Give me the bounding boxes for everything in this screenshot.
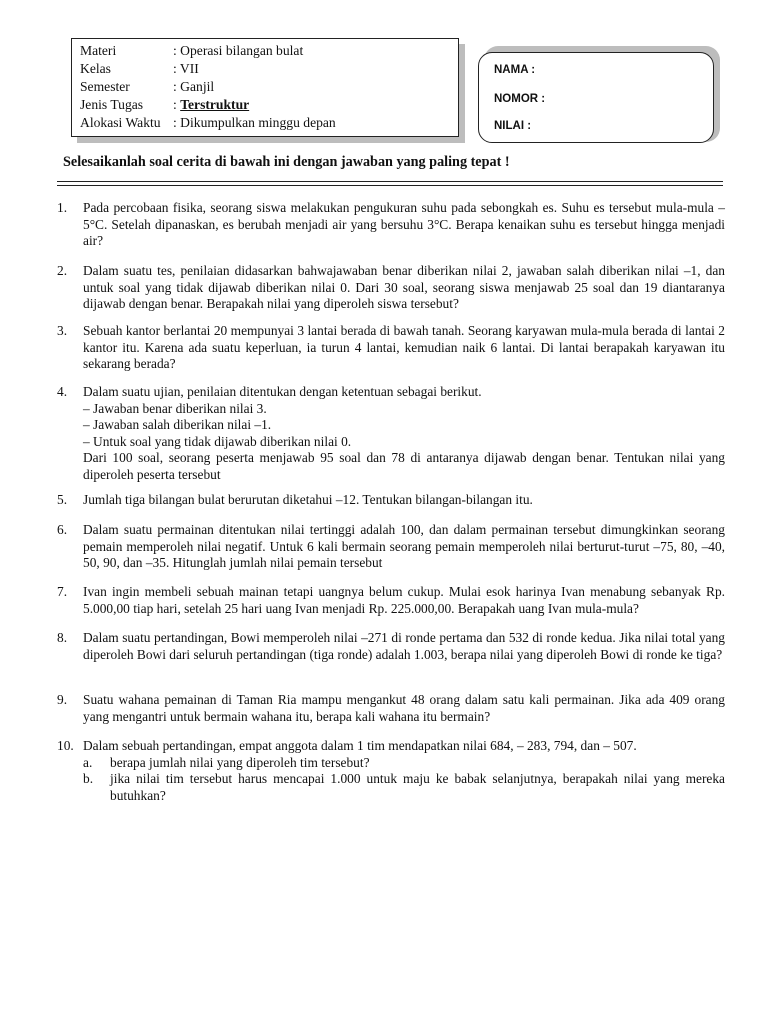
sub-question-label: a. [83, 754, 93, 770]
info-value: : VII [173, 61, 199, 76]
info-value-prefix: : [173, 97, 181, 112]
question-rule-item: – Jawaban benar diberikan nilai 3. [83, 400, 267, 416]
question-4 [57, 384, 725, 484]
question-text: Dalam suatu ujian, penilaian ditentukan dengan ketentuan sebagai berikut. [83, 384, 482, 399]
question-text: Dalam sebuah pertandingan, empat anggota dalam 1 tim mendapatkan nilai 684, – 283, 794, dan – 507. [83, 738, 637, 753]
info-value: : Ganjil [173, 79, 215, 94]
question-text: Pada percobaan fisika, seorang siswa melakukan pengukuran suhu pada sebongkah es. Suhu es tersebut mula-mula –5°C. Setelah dipanaskan, es berubah menjadi air yang bersuhu 3°C. Berapa kenaikan suhu es tersebut hingga menjadi air? [83, 200, 725, 249]
question-6 [57, 522, 725, 572]
info-row-materi [80, 42, 303, 59]
divider-line [57, 185, 723, 186]
question-number: 10. [57, 738, 74, 753]
question-text: Sebuah kantor berlantai 20 mempunyai 3 lantai berada di bawah tanah. Seorang karyawan mula-mula berada di lantai 2 kantor itu. Karena ada suatu keperluan, ia turun 4 lantai, kemudian naik 6 lantai. Di lantai berapakah karyawan itu sekarang berada? [83, 323, 725, 372]
question-text: Dalam suatu permainan ditentukan nilai tertinggi adalah 100, dan dalam permainan tersebut dimungkinkan seorang pemain memperoleh nilai negatif. Untuk 6 kali bermain seorang pemain memperoleh nilai berturut-turut –75, 80, –40, 50, 90, dan –35. Hitunglah jumlah nilai pemain tersebut [83, 522, 725, 571]
question-2 [57, 263, 725, 313]
info-label: Kelas [80, 61, 111, 76]
question-rule-item: – Untuk soal yang tidak dijawab diberikan nilai 0. [83, 433, 352, 449]
info-label: Alokasi Waktu [80, 115, 161, 130]
divider-line [57, 181, 723, 182]
sub-question-label: b. [83, 771, 94, 787]
question-5 [57, 492, 725, 509]
question-9 [57, 692, 725, 725]
info-row-kelas [80, 60, 199, 77]
nilai-field[interactable]: NILAI : [494, 120, 532, 132]
info-label: Semester [80, 79, 130, 94]
question-text: Dalam suatu pertandingan, Bowi memperoleh nilai –271 di ronde pertama dan 532 di ronde kedua. Jika nilai total yang diperoleh Bowi dari seluruh pertandingan (tiga ronde) adalah 1.003, berapa nilai yang diperoleh Bowi di ronde ke tiga? [83, 630, 725, 662]
question-number: 1. [57, 200, 68, 215]
question-text: Jumlah tiga bilangan bulat berurutan diketahui –12. Tentukan bilangan-bilangan itu. [83, 492, 533, 507]
sub-question-a [83, 755, 725, 772]
question-8 [57, 630, 725, 663]
question-rule-item: – Jawaban salah diberikan nilai –1. [83, 417, 272, 433]
question-number: 6. [57, 522, 68, 537]
question-text: Dari 100 soal, seorang peserta menjawab 95 soal dan 78 di antaranya dijawab dengan benar. Tentukan nilai yang diperoleh peserta tersebut [83, 450, 725, 482]
question-text: Suatu wahana pemainan di Taman Ria mampu mengankut 48 orang dalam satu kali permainan. Jika ada 409 orang yang mengantri untuk bermain wahana itu, berapa kali wahana itu bermain? [83, 692, 725, 724]
question-text: Dalam suatu tes, penilaian didasarkan bahwajawaban benar diberikan nilai 2, jawaban salah diberikan nilai –1, dan untuk soal yang tidak dijawab diberikan nilai 0. Dari 30 soal, seorang siswa menjawab 25 soal dan 19 diantaranya dijawab dengan benar. Berapakah nilai yang diperoleh siswa tersebut? [83, 263, 725, 312]
question-7 [57, 584, 725, 617]
question-10 [57, 738, 725, 804]
info-value: : Operasi bilangan bulat [173, 43, 304, 58]
instruction-heading: Selesaikanlah soal cerita di bawah ini dengan jawaban yang paling tepat ! [63, 154, 510, 170]
info-row-semester [80, 78, 214, 95]
assignment-info-box [71, 38, 459, 137]
question-number: 9. [57, 692, 68, 707]
nama-field[interactable]: NAMA : [494, 64, 536, 76]
identity-box [478, 52, 714, 143]
question-number: 5. [57, 492, 68, 507]
info-label: Materi [80, 43, 117, 58]
sub-question-b [83, 771, 725, 804]
sub-question-text: berapa jumlah nilai yang diperoleh tim tersebut? [110, 754, 370, 770]
question-number: 4. [57, 384, 68, 399]
info-value: : Dikumpulkan minggu depan [173, 115, 336, 130]
nomor-field[interactable]: NOMOR : [494, 93, 546, 105]
question-number: 7. [57, 584, 68, 599]
info-row-jenis-tugas [80, 96, 249, 113]
question-3 [57, 323, 725, 373]
info-label: Jenis Tugas [80, 97, 144, 112]
question-number: 8. [57, 630, 68, 645]
question-number: 2. [57, 263, 68, 278]
info-value [173, 97, 249, 112]
question-text: Ivan ingin membeli sebuah mainan tetapi uangnya belum cukup. Mulai esok harinya Ivan menabung sebanyak Rp. 5.000,00 tiap hari, setelah 25 hari uang Ivan menjadi Rp. 225.000,00. Berapakah uang Ivan mula-mula? [83, 584, 725, 616]
sub-question-text: jika nilai tim tersebut harus mencapai 1.000 untuk maju ke babak selanjutnya, berapakah nilai yang mereka butuhkan? [110, 771, 725, 803]
info-row-alokasi-waktu [80, 114, 336, 131]
question-number: 3. [57, 323, 68, 338]
question-1 [57, 200, 725, 250]
info-value-emphasis: Terstruktur [180, 97, 250, 112]
